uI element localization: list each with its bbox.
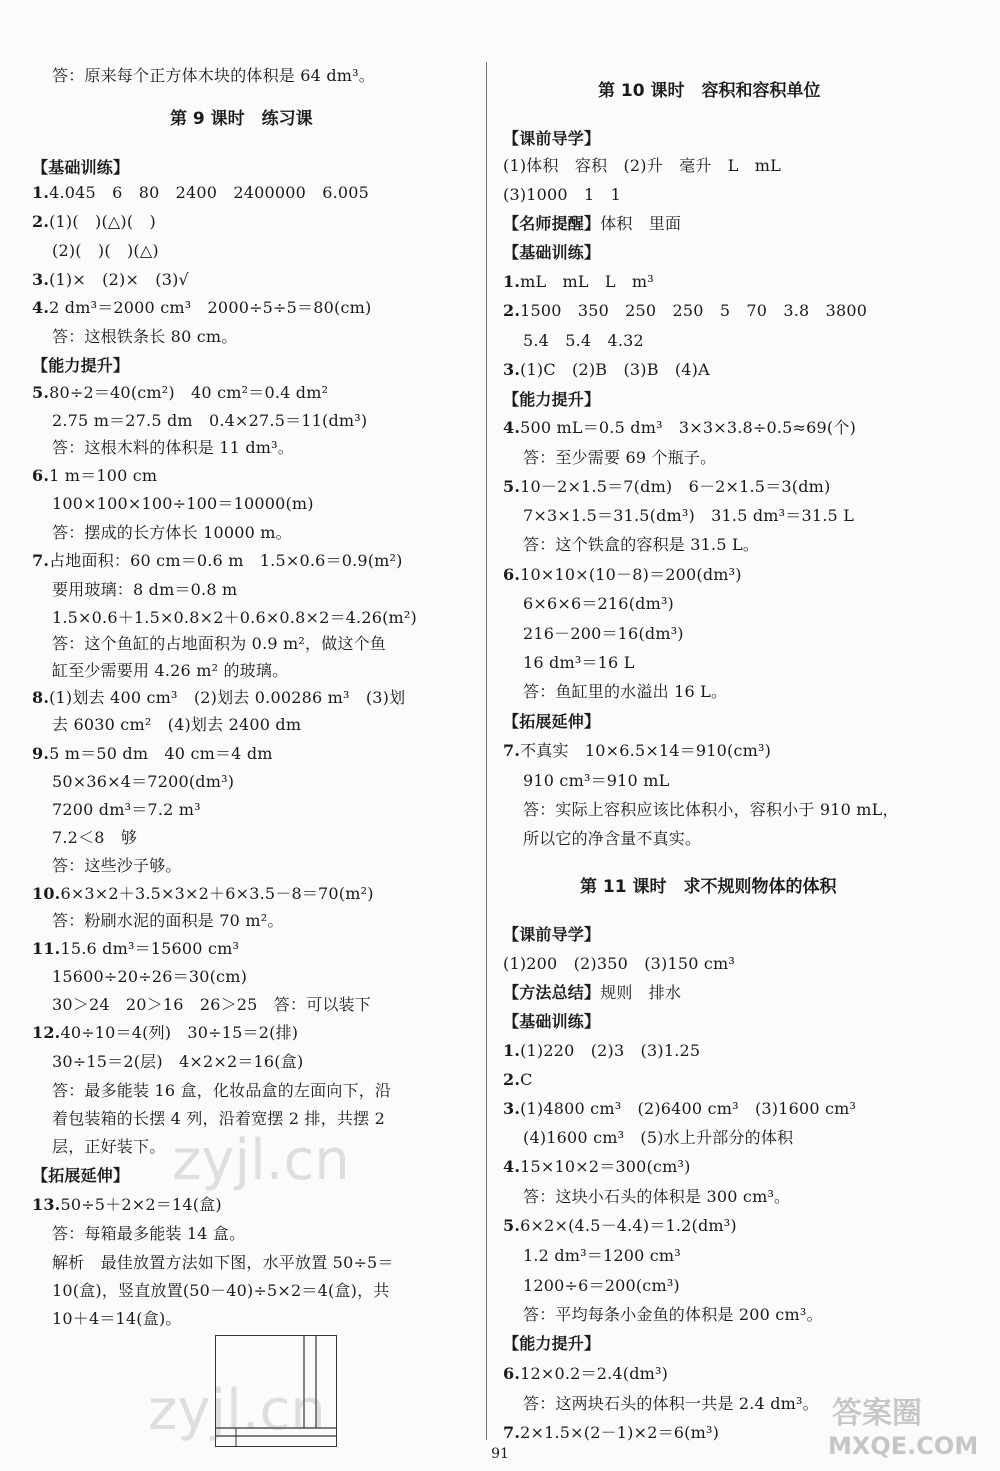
answer-item: [32, 687, 405, 709]
item-number: 1.: [32, 183, 50, 202]
answer-item: [32, 1194, 222, 1216]
item-text: (1)C (2)B (3)B (4)A: [520, 360, 710, 379]
answer-line: 15600÷20÷26＝30(cm): [52, 967, 248, 986]
answer-line: 答：这些沙子够。: [52, 856, 182, 875]
item-text: (1)4800 cm³ (2)6400 cm³ (3)1600 cm³: [520, 1099, 857, 1118]
item-number: 3.: [503, 1099, 521, 1118]
watermark: zyjl.cn: [172, 1128, 350, 1193]
answer-item: [32, 465, 157, 487]
item-text: 1 m＝100 cm: [49, 466, 158, 485]
item-text: 不真实 10×6.5×14＝910(cm³): [520, 741, 772, 760]
answer-item: [503, 1069, 533, 1091]
answer-line: 着包装箱的长摆 4 列，沿着宽摆 2 排，共摆 2: [52, 1109, 385, 1128]
answer-item: [32, 211, 156, 233]
item-text: 1500 350 250 250 5 70 3.8 3800: [520, 301, 868, 320]
item-text: mL mL L m³: [520, 272, 654, 291]
item-text: 15.6 dm³＝15600 cm³: [60, 939, 240, 958]
answer-line: 答：原来每个正方体木块的体积是 64 dm³。: [52, 66, 375, 85]
answer-item: [503, 740, 771, 762]
answer-line: 答：平均每条小金鱼的体积是 200 cm³。: [523, 1305, 823, 1324]
answer-line: 16 dm³＝16 L: [523, 653, 635, 672]
answer-line: 答：这个铁盒的容积是 31.5 L。: [523, 535, 760, 554]
item-text: 10×10×(10－8)＝200(dm³): [520, 565, 742, 584]
answer-line: 所以它的净含量不真实。: [523, 829, 702, 848]
answer-line: (3)1000 1 1: [503, 185, 621, 204]
item-text: 4.045 6 80 2400 2400000 6.005: [49, 183, 370, 202]
item-text: (1)( )(△)( ): [49, 212, 156, 231]
item-number: 3.: [503, 360, 521, 379]
answer-item: [503, 564, 742, 586]
answer-item: [503, 476, 830, 498]
answer-line: 910 cm³＝910 mL: [523, 771, 670, 790]
answer-line: 答：这两块石头的体积一共是 2.4 dm³。: [523, 1394, 819, 1413]
section-title: 第 9 课时 练习课: [170, 109, 313, 129]
answer-line: 50×36×4＝7200(dm³): [52, 772, 235, 791]
answer-line: 答：这个鱼缸的占地面积为 0.9 m²，做这个鱼: [52, 634, 387, 653]
answer-item: [503, 1363, 668, 1385]
answer-line: 答：这根铁条长 80 cm。: [52, 327, 238, 346]
section-heading: [503, 924, 600, 946]
answer-item: [503, 1156, 691, 1178]
answer-item: [503, 359, 710, 381]
item-number: 4.: [503, 1157, 521, 1176]
answer-line: 30÷15＝2(层) 4×2×2＝16(盒): [52, 1052, 304, 1071]
item-number: 7.: [503, 741, 521, 760]
section-heading: [503, 213, 681, 235]
answer-line: 答：这块小石头的体积是 300 cm³。: [523, 1187, 791, 1206]
answer-line: (4)1600 cm³ (5)水上升部分的体积: [523, 1128, 794, 1147]
answer-line: 去 6030 cm² (4)划去 2400 dm: [52, 715, 302, 734]
answer-line: 答：最多能装 16 盒，化妆品盒的左面向下，沿: [52, 1081, 392, 1100]
item-number: 5.: [32, 383, 50, 402]
answer-item: [503, 1040, 700, 1062]
item-number: 11.: [32, 939, 61, 958]
answer-line: 216－200＝16(dm³): [523, 624, 684, 643]
answer-item: [32, 182, 369, 204]
answer-line: 层，正好装下。: [52, 1137, 166, 1156]
heading-label: 【能力提升】: [503, 1334, 601, 1353]
answer-line: 答：至少需要 69 个瓶子。: [523, 448, 717, 467]
item-text: 6×2×(4.5－4.4)＝1.2(dm³): [520, 1216, 737, 1235]
item-number: 9.: [32, 744, 50, 763]
item-text: 80÷2＝40(cm²) 40 cm²＝0.4 dm²: [49, 383, 329, 402]
answer-item: [503, 271, 654, 293]
heading-label: 【基础训练】: [503, 243, 601, 262]
answer-line: 答：粉刷水泥的面积是 70 m²。: [52, 911, 284, 930]
answer-line: 答：摆成的长方体长 10000 m。: [52, 523, 292, 542]
heading-label: 【拓展延伸】: [503, 712, 601, 731]
heading-label: 【基础训练】: [32, 158, 130, 177]
watermark: zyjl.cn: [148, 1378, 326, 1443]
answer-line: 答：每箱最多能装 14 盒。: [52, 1224, 246, 1243]
answer-line: 7×3×1.5＝31.5(dm³) 31.5 dm³＝31.5 L: [523, 506, 855, 525]
watermark-logo: 答案圈: [832, 1396, 922, 1431]
section-heading: [503, 1011, 600, 1033]
heading-answer: 规则 排水: [600, 983, 682, 1002]
answer-item: [32, 883, 374, 905]
item-number: 5.: [503, 1216, 521, 1235]
answer-item: [503, 1098, 856, 1120]
item-text: (1)× (2)× (3)√: [49, 270, 189, 289]
answer-line: 缸至少需要用 4.26 m² 的玻璃。: [52, 661, 289, 680]
answer-item: [32, 938, 239, 960]
item-text: (1)220 (2)3 (3)1.25: [520, 1041, 701, 1060]
item-number: 6.: [503, 1364, 521, 1383]
answer-line: 2.75 m＝27.5 dm 0.4×27.5＝11(dm³): [52, 411, 368, 430]
item-number: 6.: [32, 466, 50, 485]
answer-item: [503, 1422, 719, 1444]
item-text: (1)划去 400 cm³ (2)划去 0.00286 m³ (3)划: [49, 688, 406, 707]
item-number: 6.: [503, 565, 521, 584]
page-number: 91: [491, 1446, 509, 1462]
section-heading: [503, 711, 600, 733]
answer-line: 答：这根木料的体积是 11 dm³。: [52, 438, 294, 457]
section-heading: [503, 128, 600, 150]
answer-line: 10＋4＝14(盒)。: [52, 1309, 182, 1328]
heading-label: 【课前导学】: [503, 925, 601, 944]
heading-label: 【课前导学】: [503, 129, 601, 148]
item-text: 2×1.5×(2－1)×2＝6(m³): [520, 1423, 720, 1442]
answer-item: [32, 1022, 298, 1044]
item-number: 3.: [32, 270, 50, 289]
section-heading: [503, 982, 681, 1004]
item-text: 12×0.2＝2.4(dm³): [520, 1364, 669, 1383]
heading-label: 【基础训练】: [503, 1012, 601, 1031]
answer-item: [32, 269, 189, 291]
section-heading: [503, 242, 600, 264]
item-number: 13.: [32, 1195, 61, 1214]
item-text: 500 mL＝0.5 dm³ 3×3×3.8÷0.5≈69(个): [520, 418, 857, 437]
watermark-site: MXQE.COM: [828, 1432, 979, 1460]
answer-line: 6×6×6＝216(dm³): [523, 594, 675, 613]
item-number: 2.: [32, 212, 50, 231]
item-text: 10－2×1.5＝7(dm) 6－2×1.5＝3(dm): [520, 477, 831, 496]
section-heading: [32, 355, 129, 377]
answer-line: 30＞24 20＞16 26＞25 答：可以装下: [52, 995, 371, 1014]
section-heading: [503, 389, 600, 411]
item-text: 40÷10＝4(列) 30÷15＝2(排): [60, 1023, 299, 1042]
answer-line: 答：实际上容积应该比体积小，容积小于 910 mL，: [523, 800, 899, 819]
answer-line: 1.2 dm³＝1200 cm³: [523, 1246, 681, 1265]
item-number: 7.: [32, 551, 50, 570]
section-heading: [32, 157, 129, 179]
item-number: 1.: [503, 272, 521, 291]
item-number: 5.: [503, 477, 521, 496]
heading-label: 【能力提升】: [32, 356, 130, 375]
section-heading: [32, 1165, 129, 1187]
item-text: C: [520, 1070, 533, 1089]
answer-line: 答：鱼缸里的水溢出 16 L。: [523, 682, 728, 701]
heading-label: 【名师提醒】: [503, 214, 601, 233]
heading-label: 【拓展延伸】: [32, 1166, 130, 1185]
section-title: 第 10 课时 容积和容积单位: [598, 81, 821, 101]
answer-item: [503, 300, 867, 322]
item-text: 6×3×2＋3.5×3×2＋6×3.5－8＝70(m²): [60, 884, 374, 903]
section-heading: [503, 1333, 600, 1355]
item-number: 8.: [32, 688, 50, 707]
answer-line: (1)200 (2)350 (3)150 cm³: [503, 954, 736, 973]
heading-label: 【方法总结】: [503, 983, 601, 1002]
item-number: 7.: [503, 1423, 521, 1442]
item-number: 1.: [503, 1041, 521, 1060]
answer-item: [32, 382, 328, 404]
answer-line: 5.4 5.4 4.32: [523, 331, 644, 350]
answer-line: 1200÷6＝200(cm³): [523, 1276, 680, 1295]
item-text: 15×10×2＝300(cm³): [520, 1157, 691, 1176]
answer-line: (1)体积 容积 (2)升 毫升 L mL: [503, 156, 781, 175]
answer-line: 10(盒)，竖直放置(50－40)÷5×2＝4(盒)，共: [52, 1281, 390, 1300]
item-number: 12.: [32, 1023, 61, 1042]
answer-line: 7200 dm³＝7.2 m³: [52, 800, 201, 819]
item-number: 4.: [32, 298, 50, 317]
section-title: 第 11 课时 求不规则物体的体积: [580, 877, 837, 897]
answer-line: (2)( )( )(△): [52, 241, 159, 260]
item-text: 50÷5＋2×2＝14(盒): [60, 1195, 222, 1214]
item-number: 10.: [32, 884, 61, 903]
item-number: 2.: [503, 1070, 521, 1089]
answer-item: [32, 550, 403, 572]
answer-line: 100×100×100÷100＝10000(m): [52, 494, 314, 513]
answer-item: [32, 743, 273, 765]
column-divider: [486, 62, 487, 1440]
answer-line: 要用玻璃：8 dm＝0.8 m: [52, 580, 238, 599]
answer-item: [503, 417, 856, 439]
answer-item: [32, 297, 371, 319]
heading-answer: 体积 里面: [600, 214, 682, 233]
heading-label: 【能力提升】: [503, 390, 601, 409]
answer-line: 解析 最佳放置方法如下图，水平放置 50÷5＝: [52, 1253, 394, 1272]
item-number: 4.: [503, 418, 521, 437]
item-text: 2 dm³＝2000 cm³ 2000÷5÷5＝80(cm): [49, 298, 372, 317]
answer-item: [503, 1215, 737, 1237]
item-number: 2.: [503, 301, 521, 320]
answer-line: 7.2＜8 够: [52, 828, 138, 847]
item-text: 占地面积：60 cm＝0.6 m 1.5×0.6＝0.9(m²): [49, 551, 403, 570]
item-text: 5 m＝50 dm 40 cm＝4 dm: [49, 744, 273, 763]
answer-line: 1.5×0.6＋1.5×0.8×2＋0.6×0.8×2＝4.26(m²): [52, 608, 417, 627]
